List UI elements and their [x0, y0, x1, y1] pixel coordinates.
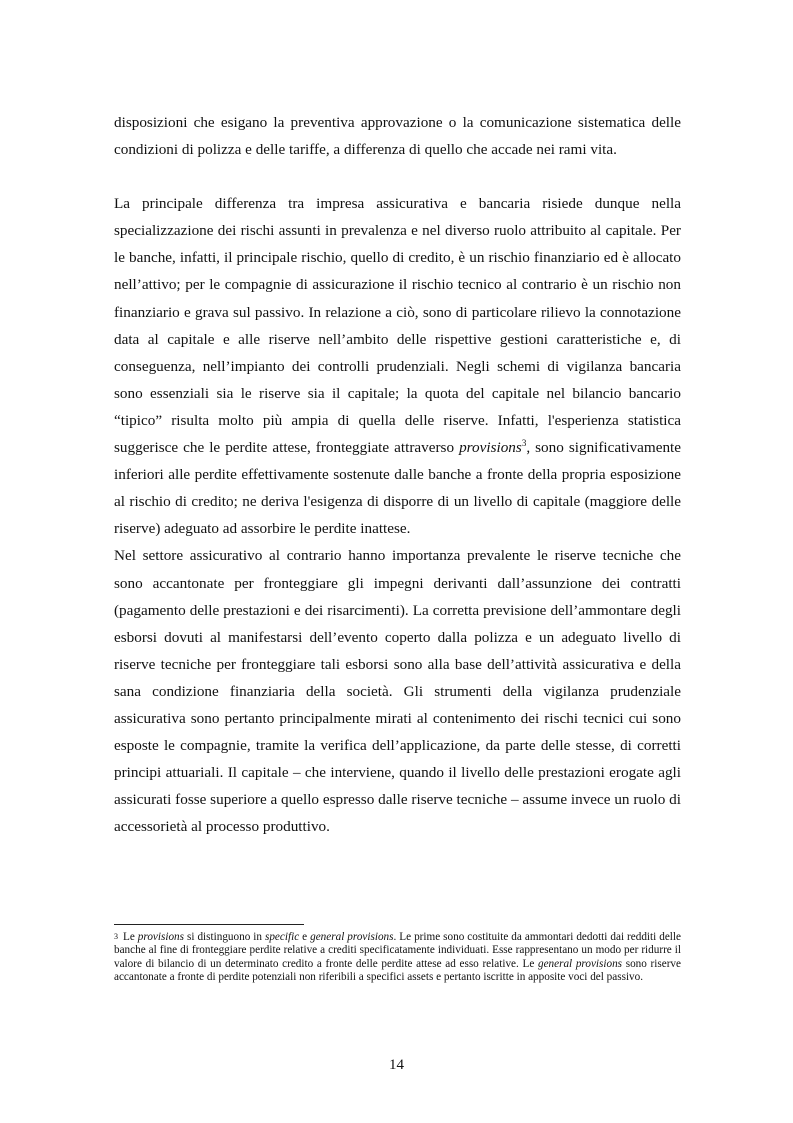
footnote-text: . Le prime sono costituite da ammontari dedotti dai redditi delle banche al fine di fronteggiare perdite relative a crediti specificatamente individuati. Esse rappresentano un modo per ridurre il valore di bilancio di un determinato credito a fronte delle perdite attese ad esso relative. Le	[114, 931, 681, 970]
footnote-number: 3	[114, 932, 118, 941]
paragraph-insurance-sector: Nel settore assicurativo al contrario hanno importanza prevalente le riserve tecniche che sono accantonate per fronteggiare gli impegni derivanti dall’assunzione dei contratti (pagamento delle prestazioni e dei risarcimenti). La corretta previsione dell’ammontare degli esborsi dovuti al manifestarsi dell’evento coperto dalla polizza e un adeguato livello di riserve tecniche per fronteggiare tali esborsi sono alla base dell’attività assicurativa e della sana condizione finanziaria della società. Gli strumenti della vigilanza prudenziale assicurativa sono pertanto principalmente mirati al contenimento dei rischi tecnici cui sono esposte le compagnie, tramite la verifica dell’applicazione, da parte delle stesse, di corretti principi attuariali. Il capitale – che interviene, quando il livello delle prestazioni erogate agli assicurati fosse superiore a quello espresso dalle riserve tecniche – assume invece un ruolo di accessorietà al processo produttivo.	[114, 547, 681, 836]
footnote-separator	[114, 924, 304, 925]
footnote-ref[interactable]: 3	[521, 437, 527, 448]
footnote-text: Le	[123, 931, 138, 943]
footnote-term-specific: specific	[264, 931, 300, 943]
provisions-term: provisions	[459, 439, 522, 457]
paragraph-bank-vs-insurance	[114, 190, 681, 542]
page-body	[114, 109, 681, 840]
paragraph-bank-vs-insurance-text: La principale differenza tra impresa assicurativa e bancaria risiede dunque nella specializzazione dei rischi assunti in prevalenza e nel diverso ruolo attribuito al capitale. Per le banche, infatti, il principale rischio, quello di credito, è un rischio finanziario ed è allocato nell’attivo; per le compagnie di assicurazione il rischio tecnico al contrario è un rischio non finanziario e grava sul passivo. In relazione a ciò, sono di particolare rilievo la connotazione data al capitale e alle riserve nell’ambito delle rispettive gestioni caratteristiche e, di conseguenza, nell’impianto dei controlli prudenziali. Negli schemi di vigilanza bancaria sono essenziali sia le riserve sia il capitale; la quota del capitale nel bilancio bancario “tipico” risulta molto più ampia di quella delle riserve. Infatti, l'esperienza statistica suggerisce che le perdite attese, fronteggiate attraverso	[114, 195, 681, 457]
footnote-text: sono riserve accantonate a fronte di perdite potenziali non riferibili a specifici assets e pertanto iscritte in apposite voci del passivo.	[114, 957, 681, 984]
footnote	[114, 931, 681, 985]
paragraph-continuation: disposizioni che esigano la preventiva approvazione o la comunicazione sistematica delle condizioni di polizza e delle tariffe, a differenza di quello che accade nei rami vita.	[114, 114, 681, 159]
page-number: 14	[389, 1057, 404, 1073]
footnote-term-general-provisions: general provisions	[310, 931, 394, 943]
footnote-term-provisions: provisions	[137, 931, 184, 943]
footnote-text: si distinguono in	[184, 931, 265, 943]
paragraph-bank-vs-insurance-tail: , sono significativamente inferiori alle perdite effettivamente sostenute dalle banche a fronte della propria esposizione al rischio di credito; ne deriva l'esigenza di disporre di un livello di capitale (maggiore delle riserve) adeguato ad assorbire le perdite inattese.	[114, 439, 682, 538]
footnote-text: e	[299, 931, 311, 943]
footnote-term-general-provisions: general provisions	[537, 957, 623, 970]
